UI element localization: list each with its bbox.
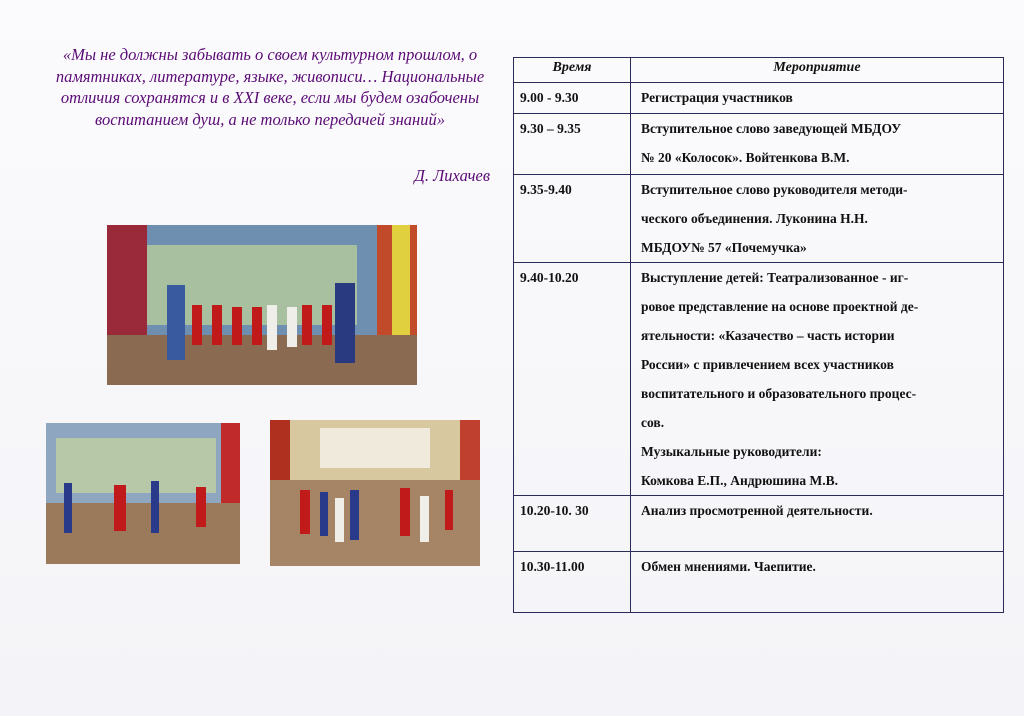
photo-children-dance <box>46 423 240 564</box>
table-row <box>514 496 1004 552</box>
event-line: воспитательного и образовательного процес- <box>641 386 917 401</box>
event-line: № 20 «Колосок». Войтенкова В.М. <box>641 150 850 165</box>
epigraph-quote: «Мы не должны забывать о своем культурном прошлом, о памятниках, литературе, языке, живописи… Национальные отличия сохранятся и в XXI веке, если мы будем озабочены воспитанием душ, а не только передачей знаний» <box>55 45 485 129</box>
row-time: 9.00 - 9.30 <box>514 83 631 114</box>
event-line: Комкова Е.П., Андрюшина М.В. <box>641 473 838 488</box>
event-line: Анализ просмотренной деятельности. <box>641 503 873 518</box>
event-line: ровое представление на основе проектной де- <box>641 299 919 314</box>
table-row <box>514 83 1004 114</box>
row-event <box>631 175 1004 263</box>
photo-stage-performance <box>107 225 417 385</box>
event-line: МБДОУ№ 57 «Почемучка» <box>641 240 807 255</box>
row-event <box>631 552 1004 613</box>
event-line: Вступительное слово руководителя методи- <box>641 182 908 197</box>
event-line: Музыкальные руководители: <box>641 444 822 459</box>
header-time: Время <box>514 58 631 83</box>
table-row <box>514 552 1004 613</box>
event-line: Обмен мнениями. Чаепитие. <box>641 559 816 574</box>
schedule-table <box>513 57 1004 613</box>
row-event <box>631 263 1004 496</box>
event-line: Выступление детей: Театрализованное - иг- <box>641 270 909 285</box>
epigraph-author: Д. Лихачев <box>414 166 490 185</box>
row-event <box>631 114 1004 175</box>
event-line: ятельности: «Казачество – часть истории <box>641 328 895 343</box>
header-event: Мероприятие <box>631 58 1004 83</box>
row-time: 10.30-11.00 <box>514 552 631 613</box>
event-line: сов. <box>641 415 665 430</box>
row-time: 9.40-10.20 <box>514 263 631 496</box>
table-row <box>514 263 1004 496</box>
event-line: Вступительное слово заведующей МБДОУ <box>641 121 902 136</box>
photo-hall-dance <box>270 420 480 566</box>
table-row <box>514 114 1004 175</box>
row-event <box>631 83 1004 114</box>
event-line: Регистрация участников <box>641 90 793 105</box>
row-event <box>631 496 1004 552</box>
event-line: ческого объединения. Луконина Н.Н. <box>641 211 868 226</box>
table-row <box>514 175 1004 263</box>
row-time: 9.30 – 9.35 <box>514 114 631 175</box>
row-time: 9.35-9.40 <box>514 175 631 263</box>
event-line: России» с привлечением всех участников <box>641 357 894 372</box>
row-time: 10.20-10. 30 <box>514 496 631 552</box>
